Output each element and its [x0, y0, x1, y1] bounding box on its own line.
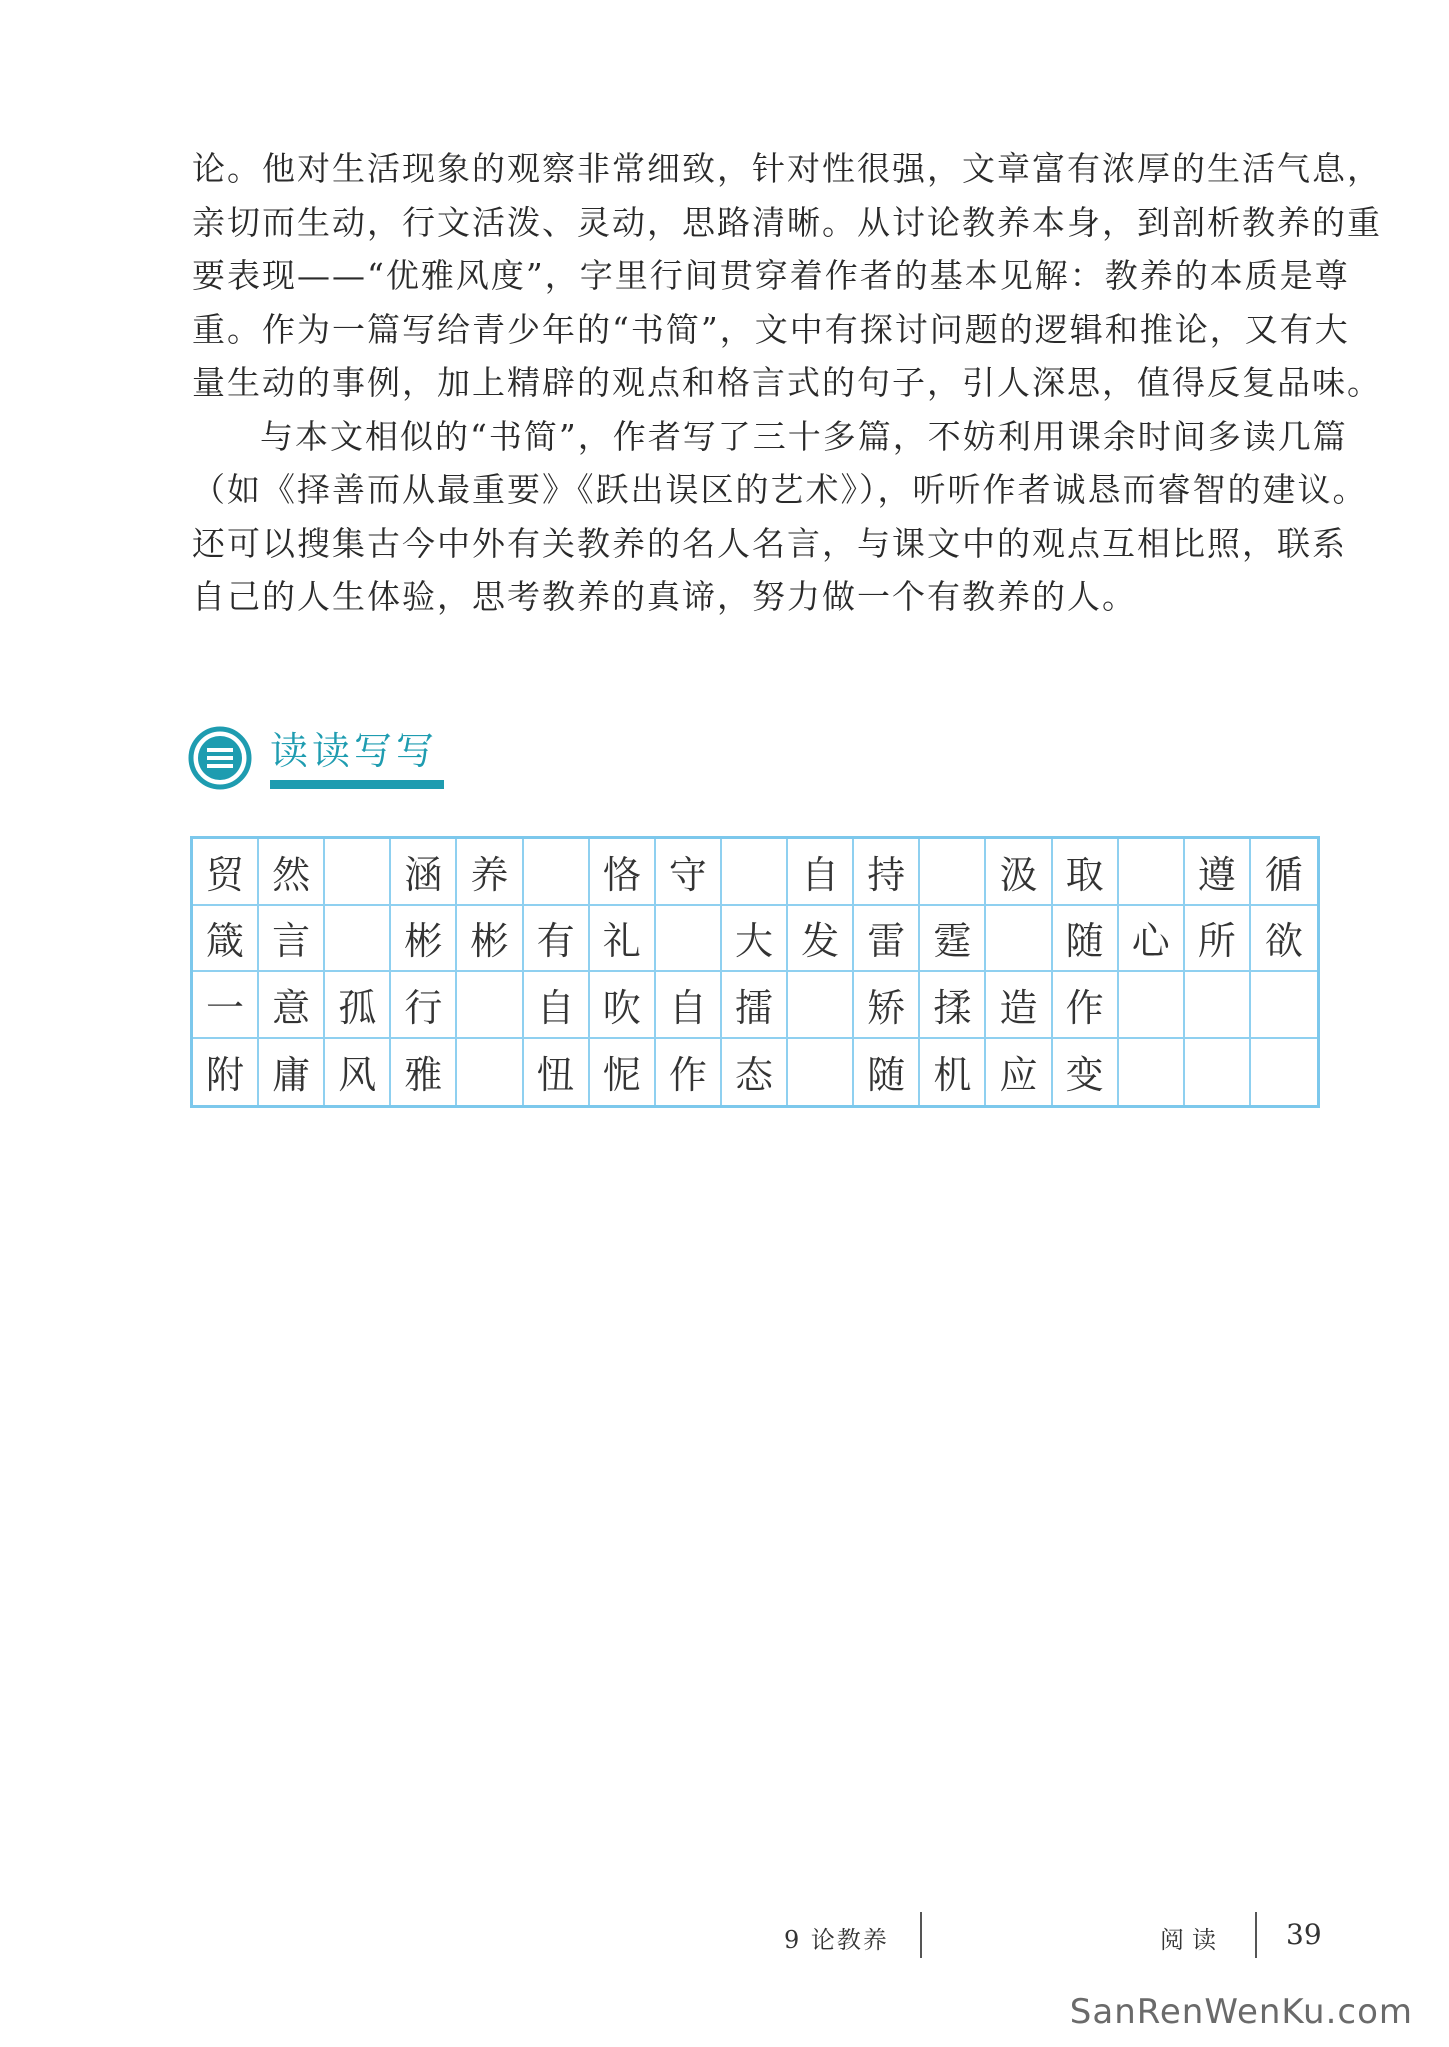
grid-cell	[788, 1039, 854, 1106]
grid-cell: 取	[1053, 839, 1119, 906]
footer-separator	[1255, 1912, 1257, 1958]
grid-cell	[656, 906, 722, 973]
vocab-grid	[190, 836, 1320, 1108]
grid-cell	[1119, 839, 1185, 906]
grid-cell: 言	[259, 906, 325, 973]
grid-cell: 怩	[590, 1039, 656, 1106]
grid-cell: 遵	[1185, 839, 1251, 906]
grid-cell: 变	[1053, 1039, 1119, 1106]
grid-cell	[920, 839, 986, 906]
grid-cell: 随	[1053, 906, 1119, 973]
grid-cell: 发	[788, 906, 854, 973]
grid-cell	[325, 906, 391, 973]
grid-cell: 行	[391, 972, 457, 1039]
section-heading	[188, 724, 448, 794]
grid-cell: 孤	[325, 972, 391, 1039]
grid-cell: 态	[722, 1039, 788, 1106]
grid-cell: 吹	[590, 972, 656, 1039]
grid-cell	[457, 972, 523, 1039]
text-line: 量生动的事例，加上精辟的观点和格言式的句子，引人深思，值得反复品味。	[192, 363, 1382, 402]
grid-cell: 汲	[986, 839, 1052, 906]
grid-cell: 庸	[259, 1039, 325, 1106]
grid-cell: 造	[986, 972, 1052, 1039]
grid-cell: 有	[524, 906, 590, 973]
grid-cell	[457, 1039, 523, 1106]
section-title: 读读写写	[270, 729, 439, 773]
grid-cell: 欲	[1251, 906, 1317, 973]
grid-cell: 作	[656, 1039, 722, 1106]
grid-cell: 自	[788, 839, 854, 906]
grid-cell	[1119, 1039, 1185, 1106]
grid-cell	[524, 839, 590, 906]
list-lines-icon	[188, 726, 252, 790]
page-footer	[0, 1920, 1449, 1970]
text-line: 要表现——“优雅风度”，字里行间贯穿着作者的基本见解：教养的本质是尊	[192, 256, 1350, 295]
text-line: 自己的人生体验，思考教养的真谛，努力做一个有教养的人。	[192, 577, 1137, 616]
grid-cell: 自	[656, 972, 722, 1039]
grid-cell: 霆	[920, 906, 986, 973]
grid-cell: 作	[1053, 972, 1119, 1039]
text-line: 亲切而生动，行文活泼、灵动，思路清晰。从讨论教养本身，到剖析教养的重	[192, 202, 1382, 242]
watermark: SanRenWenKu.com	[1069, 1992, 1413, 2032]
grid-cell: 自	[524, 972, 590, 1039]
footer-lesson: 9 论教养	[784, 1926, 889, 1954]
grid-cell	[325, 839, 391, 906]
grid-cell: 一	[193, 972, 259, 1039]
grid-cell: 揉	[920, 972, 986, 1039]
grid-cell: 意	[259, 972, 325, 1039]
grid-cell	[722, 839, 788, 906]
grid-cell: 贸	[193, 839, 259, 906]
grid-cell: 大	[722, 906, 788, 973]
section-underline	[270, 780, 444, 789]
grid-cell: 所	[1185, 906, 1251, 973]
grid-cell: 随	[854, 1039, 920, 1106]
text-line: 论。他对生活现象的观察非常细致，针对性很强，文章富有浓厚的生活气息，	[192, 149, 1382, 188]
grid-cell	[1251, 972, 1317, 1039]
grid-cell	[986, 906, 1052, 973]
grid-cell: 彬	[391, 906, 457, 973]
text-line: （如《择善而从最重要》《跃出误区的艺术》），听听作者诚恳而睿智的建议。	[192, 470, 1368, 509]
grid-cell: 恪	[590, 839, 656, 906]
grid-cell: 涵	[391, 839, 457, 906]
grid-cell: 雷	[854, 906, 920, 973]
grid-cell: 心	[1119, 906, 1185, 973]
text-line: 与本文相似的“书简”，作者写了三十多篇，不妨利用课余时间多读几篇	[260, 416, 1348, 456]
grid-cell: 养	[457, 839, 523, 906]
page-number: 39	[1286, 1918, 1322, 1951]
grid-cell: 箴	[193, 906, 259, 973]
grid-cell: 附	[193, 1039, 259, 1106]
grid-cell	[788, 972, 854, 1039]
grid-cell: 雅	[391, 1039, 457, 1106]
grid-cell	[1119, 972, 1185, 1039]
grid-cell: 矫	[854, 972, 920, 1039]
grid-cell: 忸	[524, 1039, 590, 1106]
grid-cell: 然	[259, 839, 325, 906]
grid-cell: 机	[920, 1039, 986, 1106]
grid-cell: 风	[325, 1039, 391, 1106]
body-text	[192, 142, 1382, 624]
grid-cell: 循	[1251, 839, 1317, 906]
grid-cell: 彬	[457, 906, 523, 973]
grid-cell	[1185, 1039, 1251, 1106]
grid-cell	[1185, 972, 1251, 1039]
grid-cell: 礼	[590, 906, 656, 973]
text-line: 重。作为一篇写给青少年的“书简”，文中有探讨问题的逻辑和推论，又有大	[192, 309, 1350, 349]
footer-section: 阅读	[1160, 1926, 1224, 1954]
footer-separator	[920, 1912, 922, 1958]
grid-cell: 守	[656, 839, 722, 906]
grid-cell: 持	[854, 839, 920, 906]
grid-cell	[1251, 1039, 1317, 1106]
text-line: 还可以搜集古今中外有关教养的名人名言，与课文中的观点互相比照，联系	[192, 523, 1347, 563]
grid-cell: 擂	[722, 972, 788, 1039]
grid-cell: 应	[986, 1039, 1052, 1106]
